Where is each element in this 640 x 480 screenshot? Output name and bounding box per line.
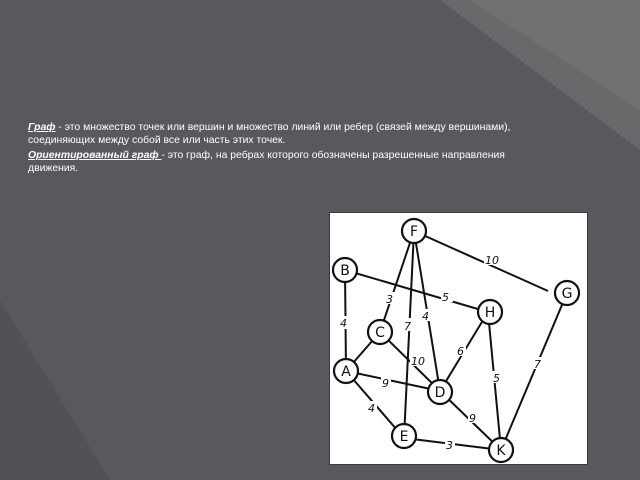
definition-directed-graph: [28, 149, 548, 175]
definition-graph-text: - это множество точек или вершин и множество линий или ребер (связей между вершинами), соединяющих между собой все или часть этих точек.: [28, 122, 511, 146]
weight-d-k: 9: [469, 412, 476, 425]
definitions-text: [28, 121, 548, 175]
weight-g-k: 7: [534, 358, 541, 371]
background-band-corner: [470, 0, 640, 110]
weight-f-e: 7: [404, 320, 411, 333]
node-k-label: K: [496, 443, 506, 459]
graph-figure: [330, 213, 587, 464]
node-c-label: C: [375, 325, 385, 341]
node-g-label: G: [561, 286, 573, 302]
background-band-bottom: [0, 300, 110, 480]
term-directed-graph: Ориентированный граф: [28, 150, 162, 161]
weight-c-d: 10: [411, 355, 425, 368]
weight-e-k: 3: [446, 439, 453, 452]
node-e-label: E: [399, 429, 409, 445]
graph-nodes: [333, 219, 579, 462]
edge-f-g: [414, 231, 548, 291]
weight-b-h: 5: [442, 291, 449, 304]
weight-f-c: 3: [386, 293, 393, 306]
definition-directed-graph-text: - это граф, на ребрах которого обозначены разрешенные направления движения.: [28, 150, 505, 174]
node-d-label: D: [434, 385, 446, 401]
weight-f-d: 4: [422, 310, 429, 323]
node-f-label: F: [409, 224, 419, 240]
weight-h-k: 5: [493, 372, 500, 385]
weight-h-d: 6: [457, 345, 464, 358]
term-graph: Граф: [28, 122, 56, 133]
graph-diagram: [330, 213, 587, 464]
edge-b-h: [345, 270, 488, 312]
weight-a-e: 4: [368, 402, 375, 415]
weight-a-d: 9: [382, 377, 389, 390]
weight-b-a: 4: [340, 317, 347, 330]
node-b-label: B: [340, 263, 350, 279]
weight-f-g: 10: [485, 254, 499, 267]
edge-g-k: [501, 293, 567, 450]
node-h-label: H: [484, 305, 496, 321]
edge-f-e: [404, 231, 414, 438]
definition-graph: [28, 121, 548, 147]
node-a-label: A: [341, 364, 351, 380]
